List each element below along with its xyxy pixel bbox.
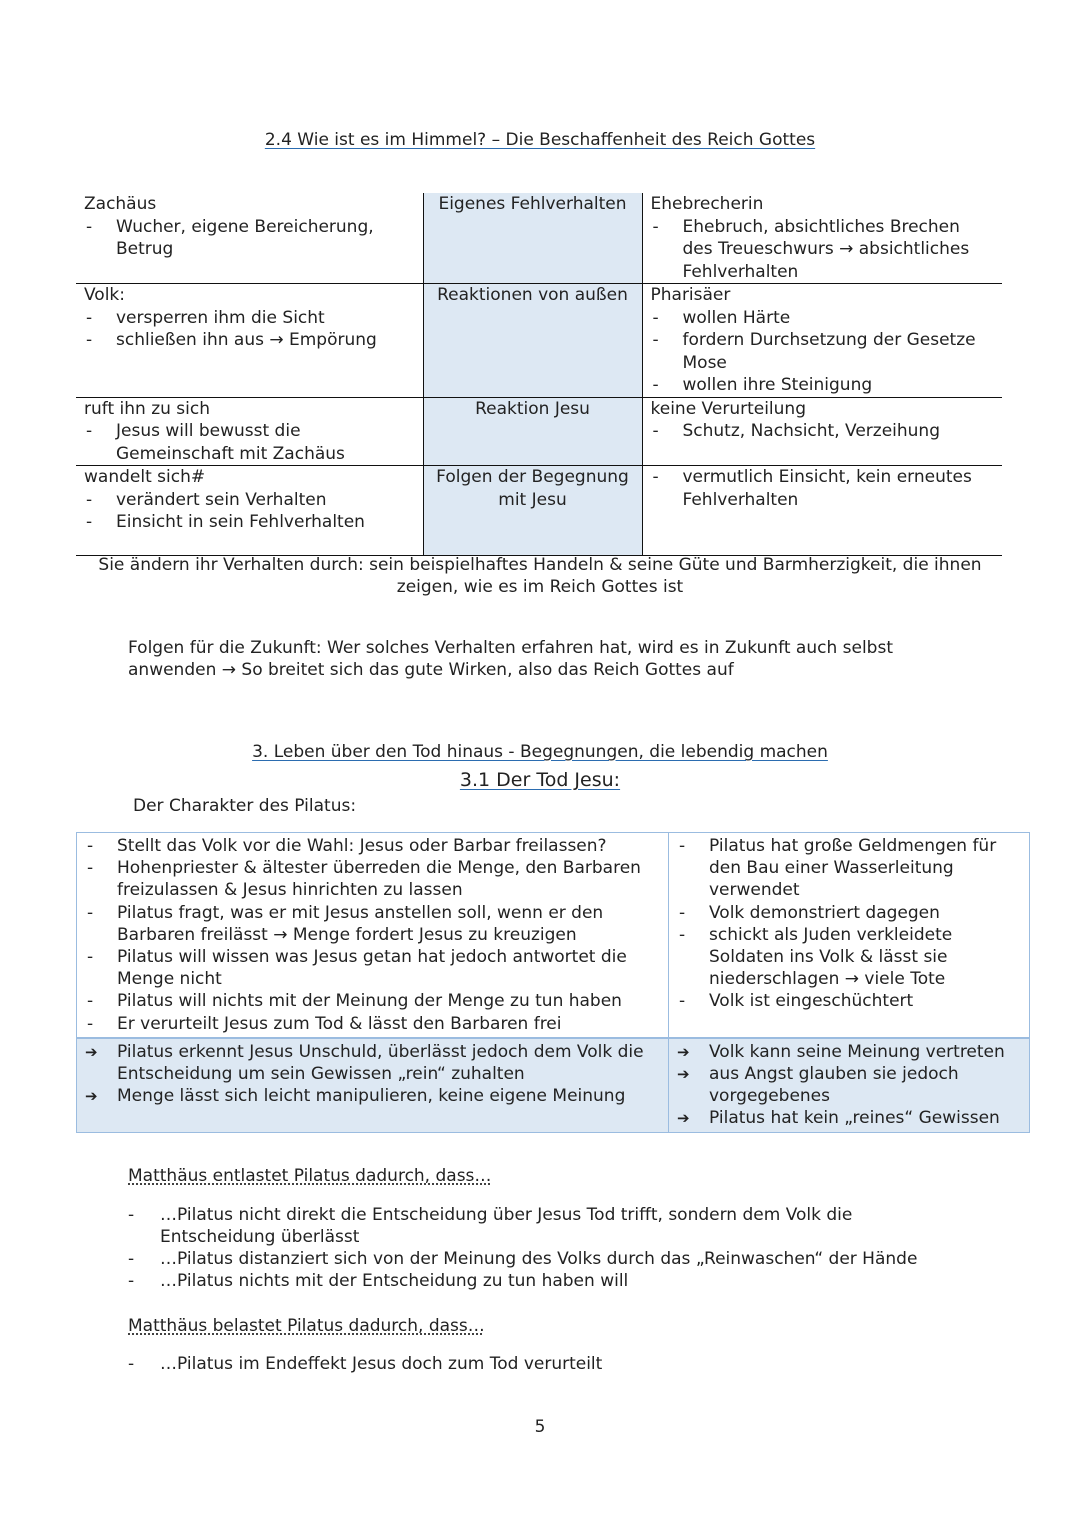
category-cell: Folgen der Begegnung mit Jesu xyxy=(423,466,642,556)
pilatus-table xyxy=(76,832,1030,1133)
volk-cell xyxy=(76,284,423,398)
list-item: - wollen Härte xyxy=(651,307,995,330)
belastet-heading: Matthäus belastet Pilatus dadurch, dass… xyxy=(128,1316,485,1336)
table-row xyxy=(76,284,1002,398)
list-item: ➔ aus Angst glauben sie jedoch vorgegebenes xyxy=(677,1063,1021,1107)
list-item: - vermutlich Einsicht, kein erneutes Fehlverhalten xyxy=(651,466,995,511)
cell-heading: wandelt sich# xyxy=(84,467,206,487)
list-item: - schickt als Juden verkleidete Soldaten ins Volk & lässt sie niederschlagen → viele Tote xyxy=(677,924,1021,991)
history-conclusion-cell xyxy=(669,1038,1030,1132)
list-item: - Volk demonstriert dagegen xyxy=(677,902,1021,924)
category-cell: Eigenes Fehlverhalten xyxy=(423,193,642,284)
section-2-4-title: 2.4 Wie ist es im Himmel? – Die Beschaffenheit des Reich Gottes xyxy=(264,130,816,150)
ehebrecherin-cell xyxy=(642,193,1002,284)
list-item: - Jesus will bewusst die Gemeinschaft mit Zachäus xyxy=(84,420,415,465)
list-item: - Er verurteilt Jesus zum Tod & lässt den Barbaren frei xyxy=(85,1013,660,1035)
list-item: - fordern Durchsetzung der Gesetze Mose xyxy=(651,329,995,374)
belastet-list xyxy=(128,1353,958,1375)
category-cell: Reaktionen von außen xyxy=(423,284,642,398)
table-row xyxy=(77,1038,1030,1132)
future-consequences: Folgen für die Zukunft: Wer solches Verhalten erfahren hat, wird es in Zukunft auch selbst anwenden → So breitet sich das gute Wirken, also das Reich Gottes auf xyxy=(128,638,893,680)
category-cell: Reaktion Jesu xyxy=(423,397,642,466)
list-item: - versperren ihm die Sicht xyxy=(84,307,415,330)
pharisaeer-cell xyxy=(642,284,1002,398)
entlastet-heading: Matthäus entlastet Pilatus dadurch, dass… xyxy=(128,1166,492,1186)
cell-heading: Ehebrecherin xyxy=(650,194,764,214)
list-item: - Pilatus hat große Geldmengen für den Bau einer Wasserleitung verwendet xyxy=(677,835,1021,902)
list-item: - Hohenpriester & ältester überreden die Menge, den Barbaren freizulassen & Jesus hinrichten zu lassen xyxy=(85,857,660,901)
table-row xyxy=(77,833,1030,1038)
list-item: - schließen ihn aus → Empörung xyxy=(84,329,415,352)
section-3-1-title: 3.1 Der Tod Jesu: xyxy=(459,769,621,791)
zachaeus-cell xyxy=(76,193,423,284)
list-item: - Pilatus will wissen was Jesus getan hat jedoch antwortet die Menge nicht xyxy=(85,946,660,990)
list-item: - …Pilatus nicht direkt die Entscheidung über Jesus Tod trifft, sondern dem Volk die Entscheidung überlässt xyxy=(128,1204,958,1248)
section-3-title: 3. Leben über den Tod hinaus - Begegnungen, die lebendig machen xyxy=(252,742,828,762)
list-item: ➔ Pilatus hat kein „reines“ Gewissen xyxy=(677,1107,1021,1129)
list-item: - Pilatus fragt, was er mit Jesus anstellen soll, wenn er den Barbaren freilässt → Menge fordert Jesus zu kreuzigen xyxy=(85,902,660,946)
list-item: - Schutz, Nachsicht, Verzeihung xyxy=(651,420,995,443)
list-item: - Volk ist eingeschüchtert xyxy=(677,990,1021,1012)
cell-heading: Volk: xyxy=(84,285,126,305)
list-item: - Einsicht in sein Fehlverhalten xyxy=(84,511,415,534)
cell-heading: Pharisäer xyxy=(650,285,731,305)
list-item: ➔ Menge lässt sich leicht manipulieren, keine eigene Meinung xyxy=(85,1085,660,1107)
list-item: ➔ Pilatus erkennt Jesus Unschuld, überlässt jedoch dem Volk die Entscheidung um sein Gewissen „rein“ zuhalten xyxy=(85,1041,660,1085)
list-item: ➔ Volk kann seine Meinung vertreten xyxy=(677,1041,1021,1063)
list-item: - wollen ihre Steinigung xyxy=(651,374,995,397)
table-row xyxy=(76,466,1002,556)
pilatus-label: Der Charakter des Pilatus: xyxy=(133,796,357,816)
verurteilung-cell xyxy=(642,397,1002,466)
page-number: 5 xyxy=(534,1417,546,1437)
list-item: - Pilatus will nichts mit der Meinung der Menge zu tun haben xyxy=(85,990,660,1012)
reich-gottes-table xyxy=(76,193,1002,556)
cell-heading: Zachäus xyxy=(84,194,157,214)
list-item: - Stellt das Volk vor die Wahl: Jesus oder Barbar freilassen? xyxy=(85,835,660,857)
table-summary: Sie ändern ihr Verhalten durch: sein beispielhaftes Handeln & seine Güte und Barmherzigkeit, die ihnen zeigen, wie es im Reich Gottes ist xyxy=(98,555,982,597)
wandelt-cell xyxy=(76,466,423,556)
ruft-cell xyxy=(76,397,423,466)
table-row xyxy=(76,397,1002,466)
folgen-cell xyxy=(642,466,1002,556)
table-row xyxy=(76,193,1002,284)
list-item: - …Pilatus nichts mit der Entscheidung zu tun haben will xyxy=(128,1270,958,1292)
list-item: - Ehebruch, absichtliches Brechen des Treueschwurs → absichtliches Fehlverhalten xyxy=(651,216,995,284)
history-events-cell xyxy=(669,833,1030,1038)
list-item: - …Pilatus im Endeffekt Jesus doch zum Tod verurteilt xyxy=(128,1353,958,1375)
bible-events-cell xyxy=(77,833,669,1038)
cell-heading: ruft ihn zu sich xyxy=(84,398,210,419)
bible-conclusion-cell xyxy=(77,1038,669,1132)
list-item: - …Pilatus distanziert sich von der Meinung des Volks durch das „Reinwaschen“ der Hände xyxy=(128,1248,958,1270)
list-item: - verändert sein Verhalten xyxy=(84,489,415,512)
list-item: - Wucher, eigene Bereicherung, Betrug xyxy=(84,216,415,261)
entlastet-list xyxy=(128,1204,958,1292)
cell-heading: keine Verurteilung xyxy=(650,398,806,419)
